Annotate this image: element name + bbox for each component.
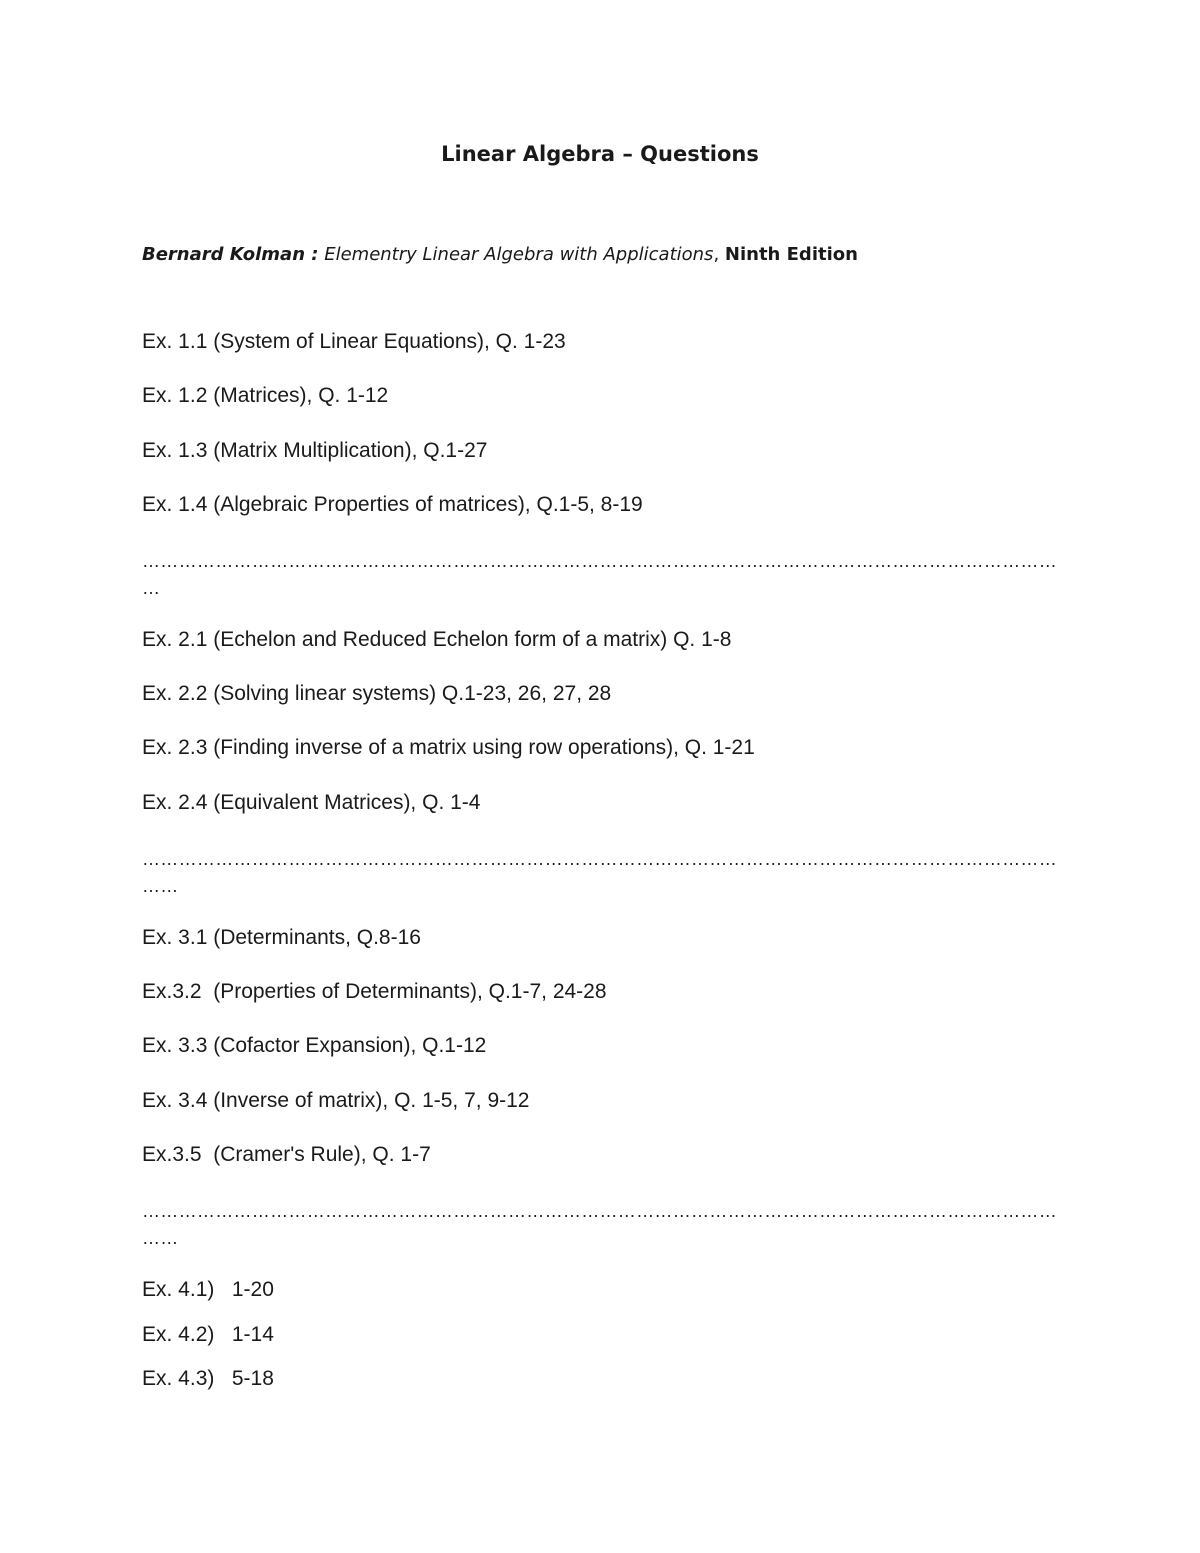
edition-label: Ninth Edition <box>724 244 858 265</box>
exercise-item: Ex. 1.3 (Matrix Multiplication), Q.1-27 <box>142 439 488 462</box>
page-title: Linear Algebra – Questions <box>441 142 759 166</box>
exercise-item: Ex. 4.2) 1-14 <box>142 1323 274 1346</box>
exercise-item: Ex. 1.2 (Matrices), Q. 1-12 <box>142 384 389 407</box>
exercise-item: Ex. 3.3 (Cofactor Expansion), Q.1-12 <box>142 1034 487 1057</box>
exercise-item: Ex. 4.3) 5-18 <box>142 1367 274 1390</box>
exercise-item: Ex.3.5 (Cramer's Rule), Q. 1-7 <box>142 1143 431 1166</box>
exercise-item: Ex. 2.2 (Solving linear systems) Q.1-23, 26, 27, 28 <box>142 682 612 705</box>
exercise-item: Ex. 4.1) 1-20 <box>142 1278 274 1301</box>
author-name: Bernard Kolman : <box>142 244 319 265</box>
reference-separator: , <box>713 244 720 265</box>
book-title: Elementry Linear Algebra with Applications <box>324 244 714 265</box>
exercise-item: Ex.3.2 (Properties of Determinants), Q.1-7, 24-28 <box>142 980 607 1003</box>
exercise-item: Ex. 3.1 (Determinants, Q.8-16 <box>142 926 421 949</box>
exercise-item: Ex. 2.3 (Finding inverse of a matrix using row operations), Q. 1-21 <box>142 736 755 759</box>
section-separator: ……………………………………………………………………………………………………………………………………… <box>142 551 1057 598</box>
exercise-item: Ex. 1.4 (Algebraic Properties of matrices), Q.1-5, 8-19 <box>142 493 643 516</box>
exercise-item: Ex. 2.1 (Echelon and Reduced Echelon form of a matrix) Q. 1-8 <box>142 628 732 651</box>
section-separator: ………………………………………………………………………………………………………………………………………… <box>142 849 1057 896</box>
exercise-item: Ex. 1.1 (System of Linear Equations), Q. 1-23 <box>142 330 566 353</box>
exercise-item: Ex. 3.4 (Inverse of matrix), Q. 1-5, 7, 9-12 <box>142 1089 530 1112</box>
textbook-reference <box>142 244 1062 265</box>
section-separator: ………………………………………………………………………………………………………………………………………… <box>142 1201 1057 1248</box>
exercise-item: Ex. 2.4 (Equivalent Matrices), Q. 1-4 <box>142 791 481 814</box>
